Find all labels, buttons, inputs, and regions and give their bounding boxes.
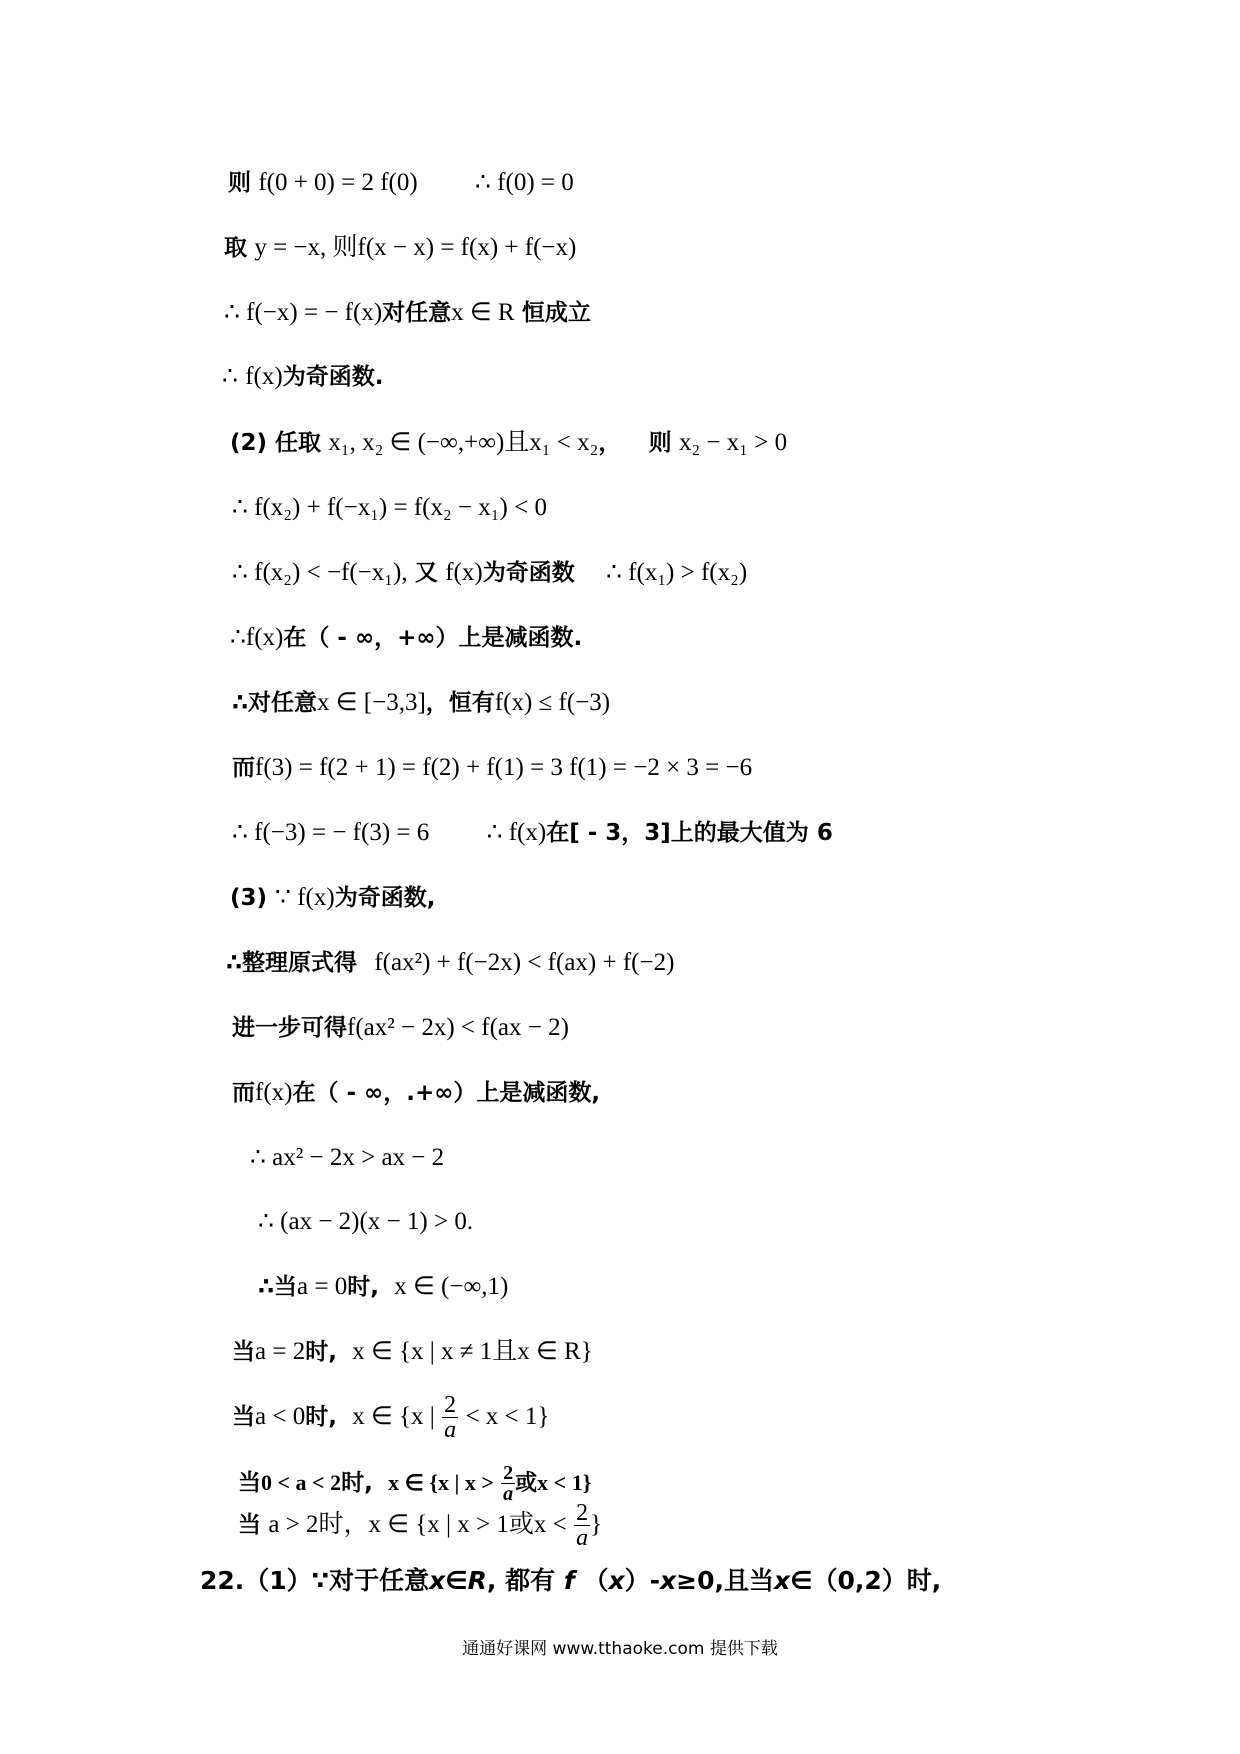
line-2: 取 y = −x, 则f(x − x) = f(x) + f(−x): [224, 234, 577, 261]
math: a > 2时，x ∈ {x | x > 1或x <: [268, 1511, 567, 1538]
math: a = 2: [255, 1338, 306, 1365]
question-22-heading: 22.（1）∵对于任意x∈R, 都有 f （x）-x≥0,且当x∈（0,2）时,: [200, 1566, 942, 1595]
line-11: ∴ f(−3) = − f(3) = 6 ∴ f(x)在[ - 3，3]上的最大值为 6: [232, 819, 833, 846]
line-10: 而f(3) = f(2 + 1) = f(2) + f(1) = 3 f(1) = −2 × 3 = −6: [232, 754, 753, 781]
line-13: ∴整理原式得 f(ax²) + f(−2x) < f(ax) + f(−2): [226, 949, 675, 976]
line-1: 则 f(0 + 0) = 2 f(0) ∴ f(0) = 0: [228, 169, 574, 196]
math: f(ax² − 2x) < f(ax − 2): [347, 1014, 569, 1041]
math: ∴ ax² − 2x > ax − 2: [250, 1144, 445, 1171]
math: 0 < a < 2: [261, 1470, 342, 1495]
math: x ∈ R: [451, 299, 515, 326]
math: ∴ f(x₂) < −f(−x₁),: [232, 559, 408, 586]
math: f(3) = f(2 + 1) = f(2) + f(1) = 3 f(1) = −2 × 3 = −6: [255, 754, 753, 781]
math: x ∈ {x | x >: [388, 1470, 494, 1495]
math: ∴ f(x₂) + f(−x₁) = f(x₂ − x₁) < 0: [232, 494, 547, 521]
line-3: ∴ f(−x) = − f(x)对任意x ∈ R 恒成立: [224, 299, 591, 326]
line-22: 当 a > 2时，x ∈ {x | x > 1或x < $\frac{2}{a}$ }: [238, 1500, 603, 1551]
footer-text: 通通好课网 www.tthaoke.com 提供下载: [462, 1639, 778, 1659]
line-15: 而f(x)在（ - ∞，.+∞）上是减函数,: [232, 1079, 601, 1106]
math: f(ax²) + f(−2x) < f(ax) + f(−2): [374, 949, 675, 976]
line-20: 当a < 0时, x ∈ {x | $\frac{2}{a}$ < x < 1}: [232, 1392, 550, 1443]
math: < x < 1}: [465, 1403, 550, 1430]
math: ∴ f(−3) = − f(3) = 6: [232, 819, 430, 846]
math: a < 0: [255, 1403, 306, 1430]
math: a = 0: [297, 1273, 348, 1300]
math: x ∈ [−3,3]: [317, 689, 426, 716]
fraction: $\frac{2}{a}$: [576, 1500, 589, 1551]
math: y = −x, 则f(x − x) = f(x) + f(−x): [254, 234, 577, 261]
math: ∵ f(x): [275, 884, 335, 911]
line-19: 当a = 2时, x ∈ {x | x ≠ 1且x ∈ R}: [232, 1338, 593, 1365]
math: f(x): [245, 363, 283, 390]
line-17: [258, 1207, 473, 1237]
line-21: 当0 < a < 2时, x ∈ {x | x > $\frac{2}{a}$ 或x < 1}: [238, 1462, 592, 1505]
fraction: $\frac{2}{a}$: [503, 1462, 514, 1505]
math: f(x): [255, 1079, 293, 1106]
math: ∴ f(x₁) > f(x₂): [606, 559, 748, 586]
math: ∴ f(x): [486, 819, 547, 846]
line-5: (2) 任取 x₁, x₂ ∈ (−∞,+∞)且x₁ < x₂， 则 x₂ − x₁ > 0: [230, 429, 788, 456]
line-9: ∴对任意x ∈ [−3,3]，恒有f(x) ≤ f(−3): [232, 689, 611, 716]
math: f(x): [245, 624, 284, 651]
math: ∴ (ax − 2)(x − 1) > 0.: [258, 1208, 474, 1235]
math: 或x < 1}: [515, 1470, 592, 1495]
math: f(0 + 0) = 2 f(0): [258, 169, 418, 196]
line-16: [250, 1143, 444, 1173]
math: x₁, x₂ ∈ (−∞,+∞)且x₁ < x₂: [328, 429, 599, 456]
line-18: ∴当a = 0时, x ∈ (−∞,1): [258, 1273, 509, 1300]
line-14: 进一步可得f(ax² − 2x) < f(ax − 2): [232, 1014, 569, 1041]
math: ∴ f(−x) = − f(x): [224, 299, 383, 326]
line-4: ∴ f(x)为奇函数.: [222, 363, 384, 390]
math: x₂ − x₁ > 0: [678, 429, 788, 456]
line-12: (3) ∵ f(x)为奇函数,: [230, 884, 436, 911]
math: }: [590, 1511, 603, 1538]
math: ∴ f(0) = 0: [475, 169, 574, 196]
line-8: ∴f(x)在（ - ∞，+∞）上是减函数.: [230, 624, 583, 651]
math: f(x) ≤ f(−3): [494, 689, 611, 716]
math: f(x): [445, 559, 483, 586]
fraction: $\frac{2}{a}$: [444, 1392, 457, 1443]
math: x ∈ {x |: [352, 1403, 435, 1430]
math: x ∈ (−∞,1): [394, 1273, 509, 1300]
line-7: ∴ f(x₂) < −f(−x₁), 又 f(x)为奇函数 ∴ f(x₁) > f(x₂): [232, 559, 748, 586]
line-6: [232, 493, 547, 523]
math: x ∈ {x | x ≠ 1且x ∈ R}: [352, 1338, 593, 1365]
